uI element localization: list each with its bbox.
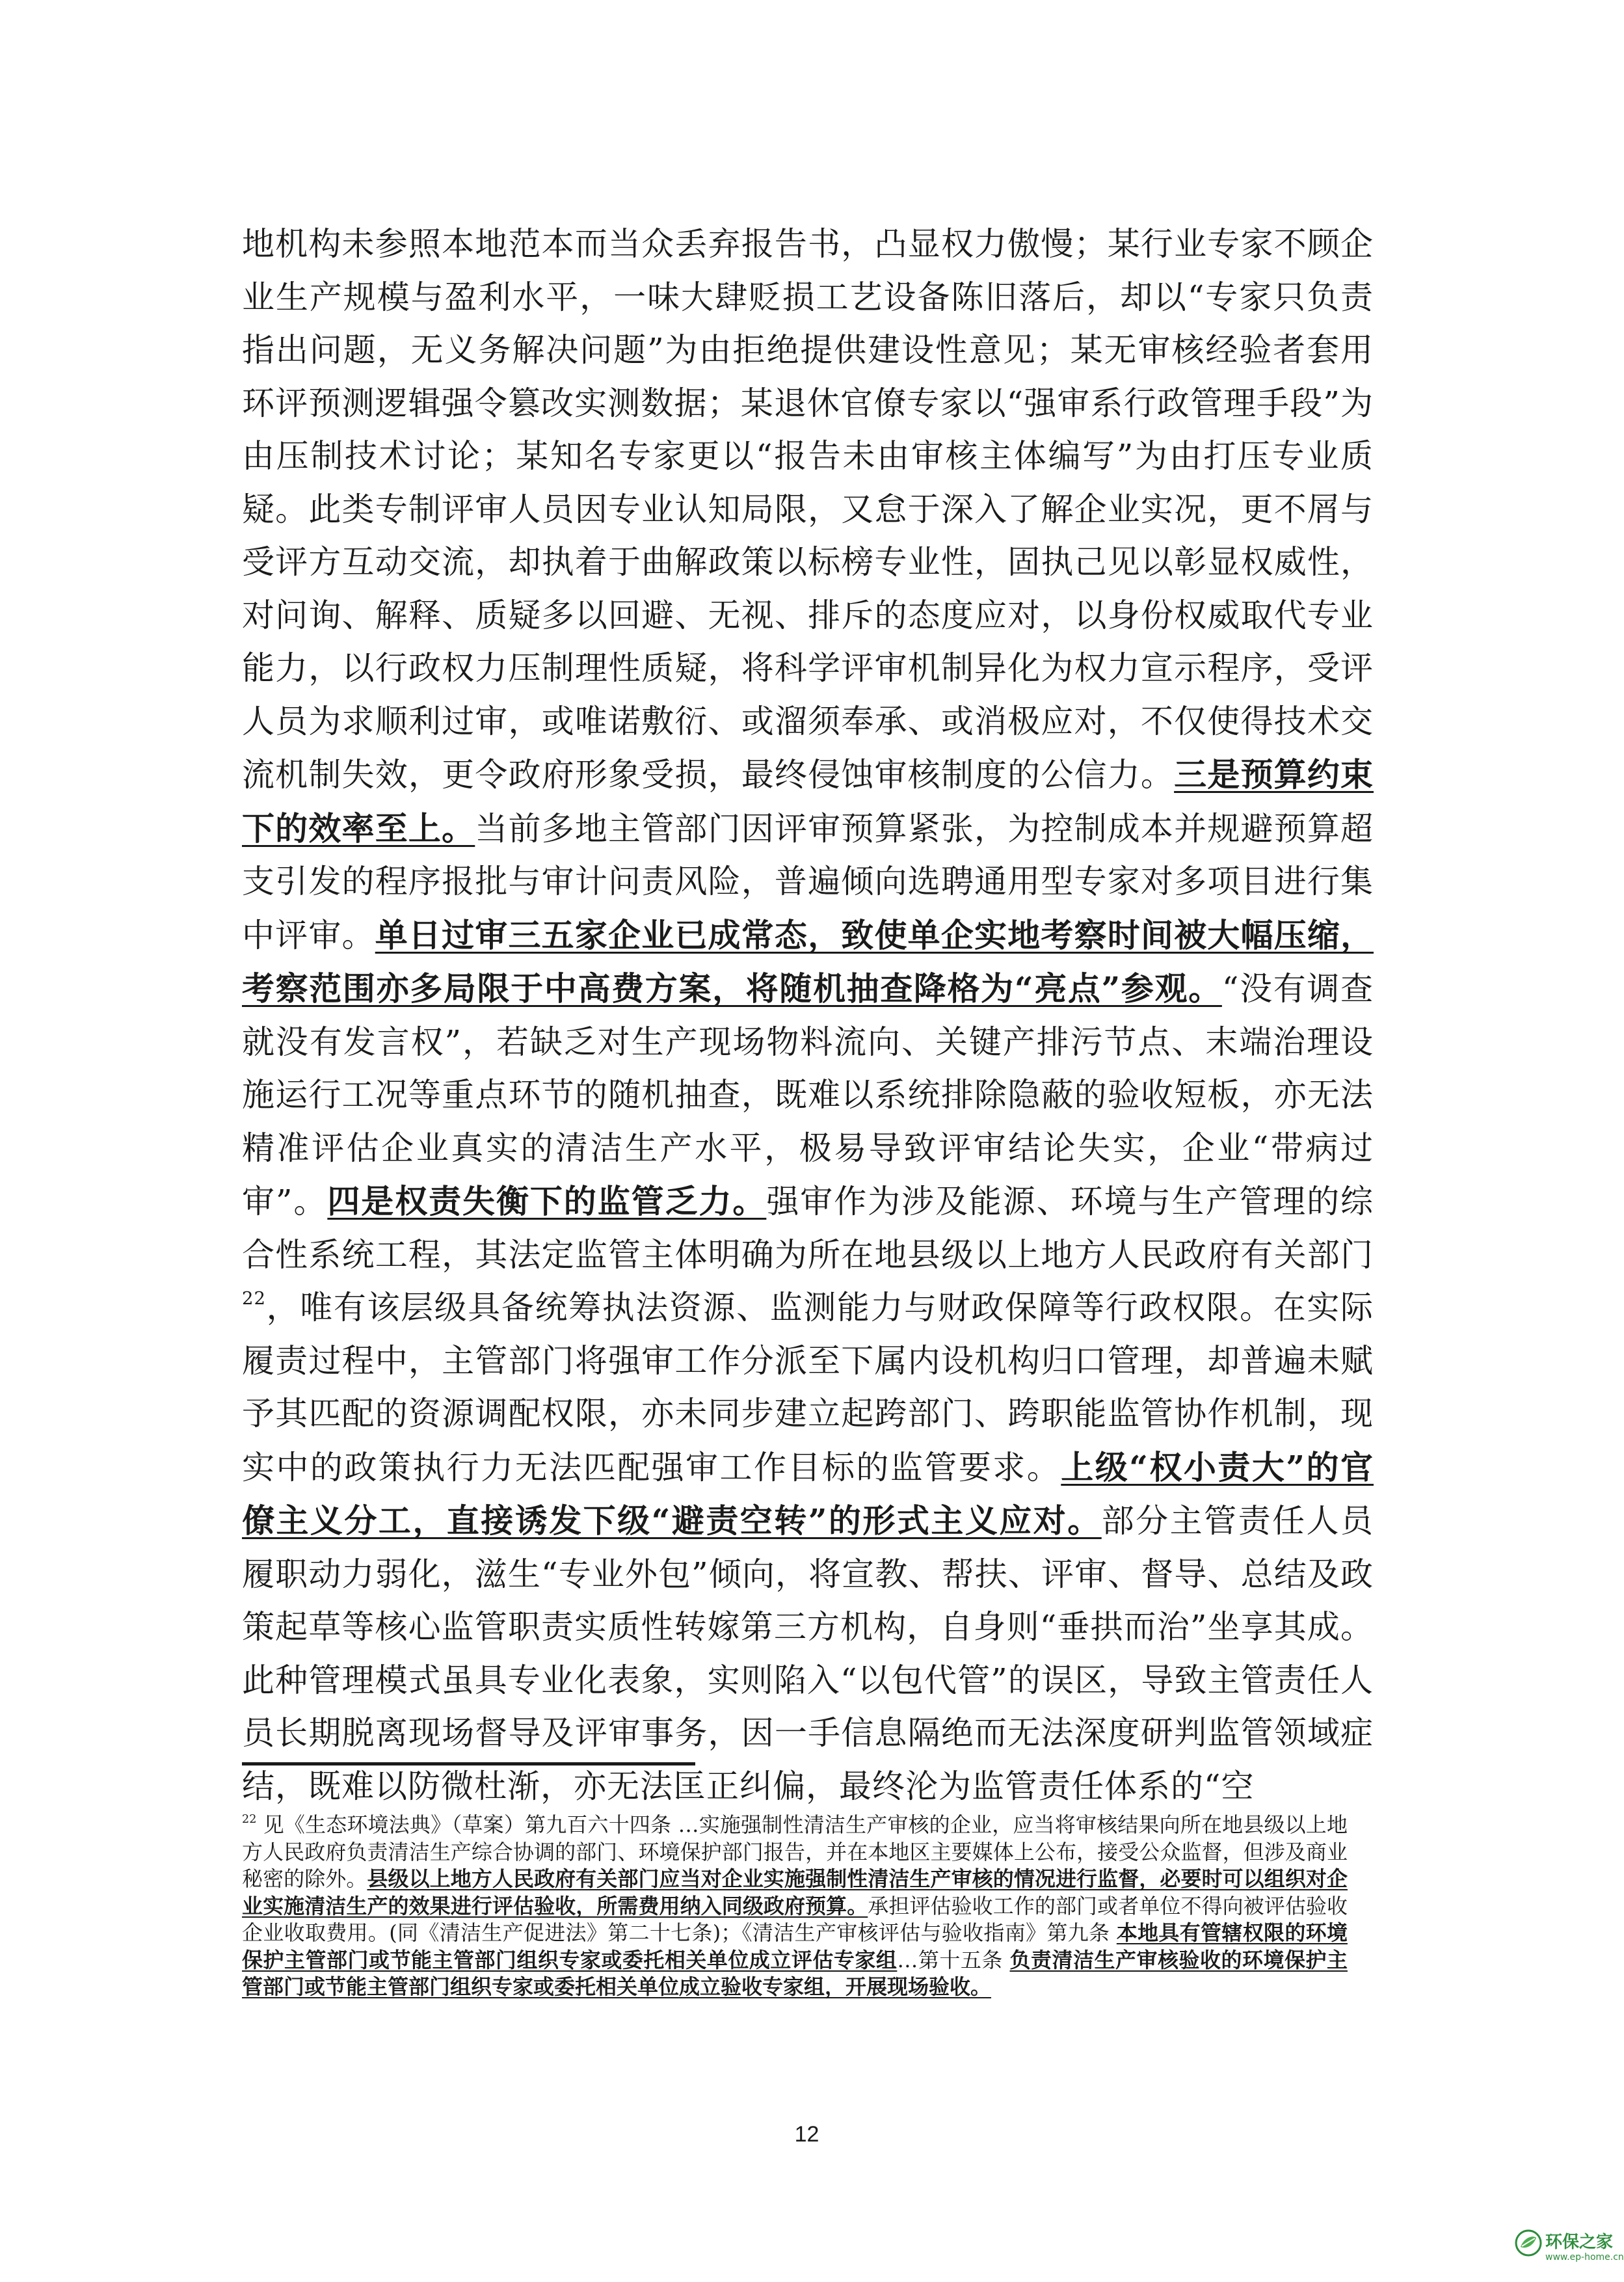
page-number: 12 — [794, 2122, 819, 2147]
footnote-emphasis: 负责清洁生产审核验收的环境保护主管部门或节能主管部门组织专家或委托相关单位成立验收专家组，开展现场验收。 — [242, 1947, 1348, 1999]
heading-point-three: 三是预算约束下的效率至上。 — [242, 755, 1374, 848]
globe-leaf-icon — [1514, 2229, 1543, 2257]
body-text-segment: 部分主管责任人员履职动力弱化，滋生“专业外包”倾向，将宣教、帮扶、评审、督导、总结及政策起草等核心监管职责实质性转嫁第三方机构，自身则“垂拱而治”坐享其成。此种管理模式虽具专业化表象，实则陷入“以包代管”的误区，导致主管责任人员长期脱离现场督导及评审事务，因一手信息隔绝而无法深度研判监管领域症结，既难以防微杜渐，亦无法匡正纠偏，最终沦为监管责任体系的“空 — [242, 1502, 1374, 1805]
body-text-segment: 地机构未参照本地范本而当众丢弃报告书，凸显权力傲慢；某行业专家不顾企业生产规模与盈利水平，一味大肆贬损工艺设备陈旧落后，却以“专家只负责指出问题，无义务解决问题”为由拒绝提供建设性意见；某无审核经验者套用环评预测逻辑强令篡改实测数据；某退休官僚专家以“强审系行政管理手段”为由压制技术讨论；某知名专家更以“报告未由审核主体编写”为由打压专业质疑。此类专制评审人员因专业认知局限，又怠于深入了解企业实况，更不屑与受评方互动交流，却执着于曲解政策以标榜专业性，固执己见以彰显权威性，对问询、解释、质疑多以回避、无视、排斥的态度应对，以身份权威取代专业能力，以行政权力压制理性质疑，将科学评审机制异化为权力宣示程序，受评人员为求顺利过审，或唯诺敷衍、或溜须奉承、或消极应对，不仅使得技术交流机制失效，更令政府形象受损，最终侵蚀审核制度的公信力。 — [242, 225, 1374, 794]
footnote-number: 22 — [242, 1812, 257, 1826]
body-text-segment: “没有调查就没有发言权”，若缺乏对生产现场物料流向、关键产排污节点、末端治理设施运行工况等重点环节的随机抽查，既难以系统排除隐蔽的验收短板，亦无法精准评估企业真实的清洁生产水平，极易导致评审结论失实，企业“带病过审”。 — [242, 970, 1374, 1220]
watermark-url: www.ep-home.cn — [1545, 2252, 1624, 2262]
footnote-reference[interactable]: 22 — [242, 1288, 266, 1309]
emphasis-segment: 上级“权小责大”的官僚主义分工，直接诱发下级“避责空转”的形式主义应对。 — [242, 1447, 1374, 1540]
footnote-text: …第十五条 — [897, 1947, 1010, 1972]
footnote-text: 见《生态环境法典》（草案）第九百六十四条 …实施强制性清洁生产审核的企业，应当将审核结果向所在地县级以上地方人民政府负责清洁生产综合协调的部门、环境保护部门报告，并在本地区主要媒体上公布，接受公众监督，但涉及商业秘密的除外。 — [242, 1812, 1348, 1891]
body-text-segment: ，唯有该层级具备统筹执法资源、监测能力与财政保障等行政权限。在实际履责过程中，主管部门将强审工作分派至下属内设机构归口管理，却普遍未赋予其匹配的资源调配权限，亦未同步建立起跨部门、跨职能监管协作机制，现实中的政策执行力无法匹配强审工作目标的监管要求。 — [242, 1289, 1374, 1486]
footnote-emphasis: 本地具有管辖权限的环境保护主管部门或节能主管部门组织专家或委托相关单位成立评估专家组 — [242, 1920, 1348, 1972]
emphasis-segment: 单日过审三五家企业已成常态，致使单企实地考察时间被大幅压缩，考察范围亦多局限于中高费方案，将随机抽查降格为“亮点”参观。 — [242, 915, 1374, 1008]
watermark-name: 环保之家 — [1545, 2233, 1614, 2252]
footnote-emphasis: 县级以上地方人民政府有关部门应当对企业实施强制性清洁生产审核的情况进行监督，必要时可以组织对企业实施清洁生产的效果进行评估验收，所需费用纳入同级政府预算。 — [242, 1866, 1348, 1918]
body-paragraph — [242, 218, 1374, 1813]
footnote-text: 承担评估验收工作的部门或者单位不得向被评估验收企业收取费用。(同《清洁生产促进法》第二十七条)；《清洁生产审核评估与验收指南》第九条 — [242, 1893, 1348, 1945]
heading-point-four: 四是权责失衡下的监管乏力。 — [327, 1182, 767, 1220]
body-text-segment: 当前多地主管部门因评审预算紧张，为控制成本并规避预算超支引发的程序报批与审计问责风险，普遍倾向选聘通用型专家对多项目进行集中评审。 — [242, 809, 1374, 954]
site-watermark — [1514, 2223, 1624, 2275]
footnote-separator — [242, 1762, 695, 1765]
footnote — [242, 1812, 1348, 2001]
body-text-segment: 强审作为涉及能源、环境与生产管理的综合性系统工程，其法定监管主体明确为所在地县级以上地方人民政府有关部门 — [242, 1183, 1374, 1274]
